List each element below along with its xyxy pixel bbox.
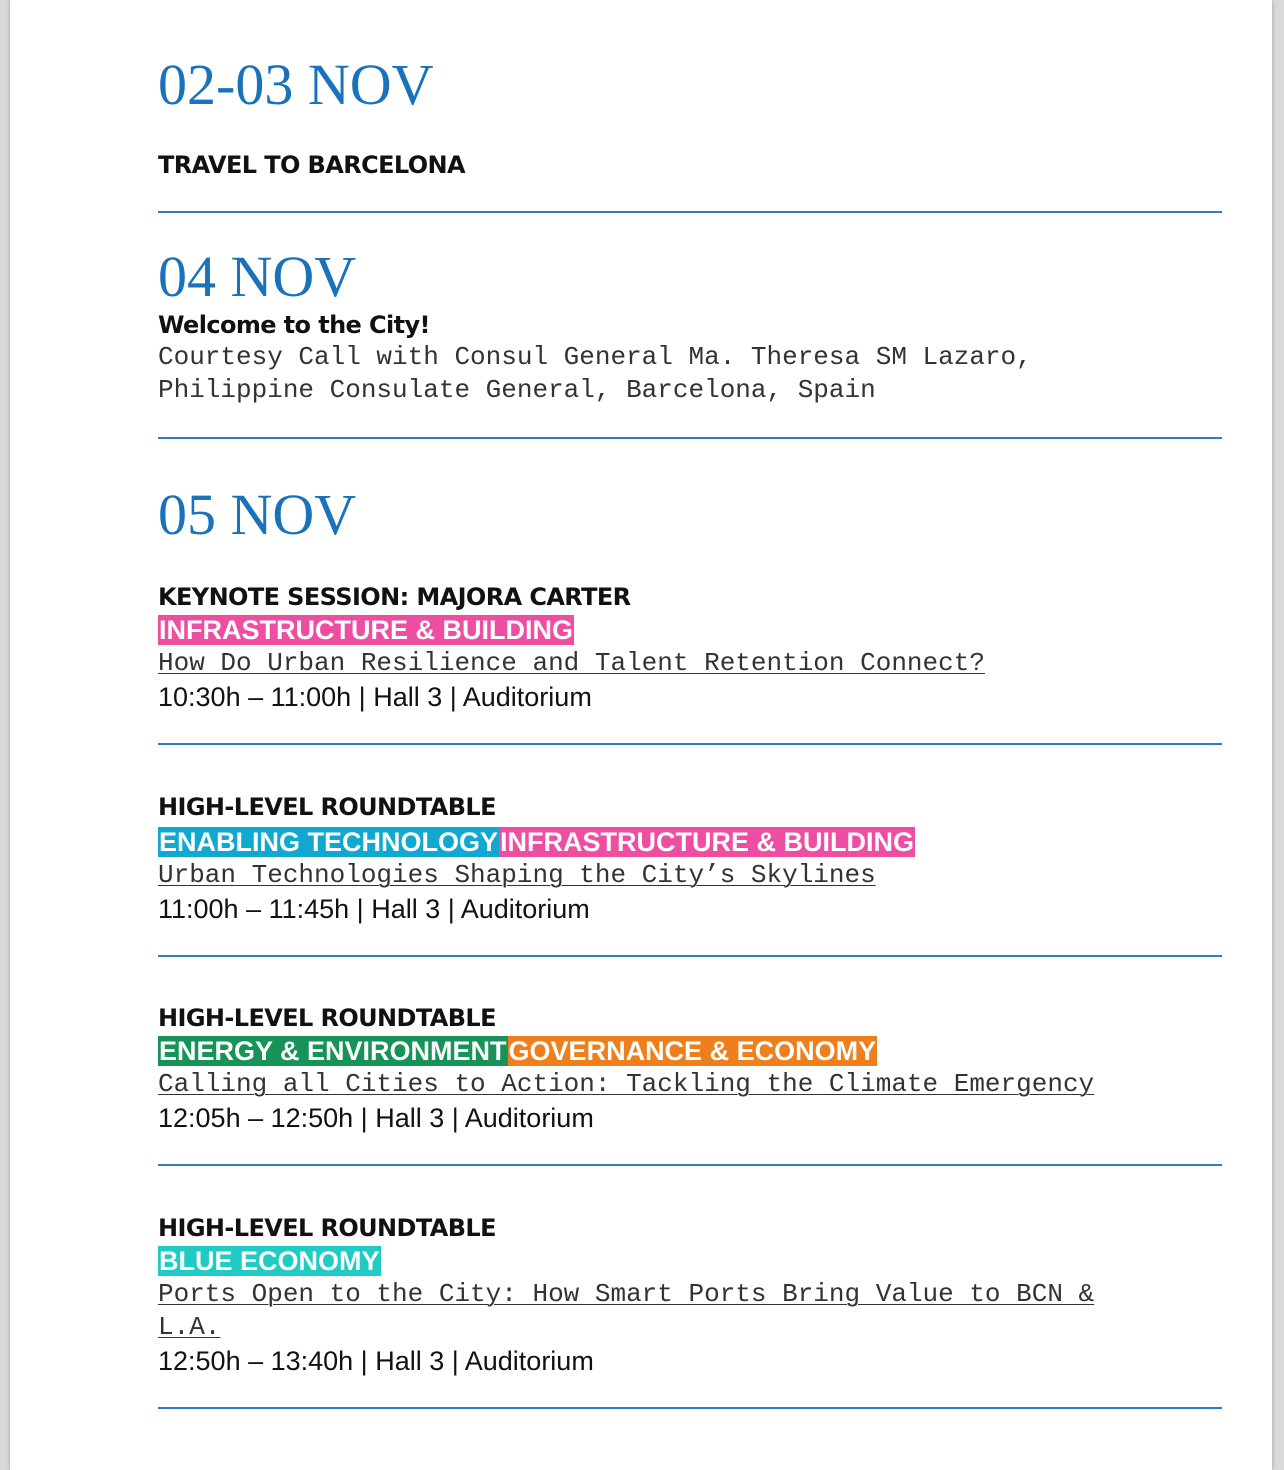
date-heading: 04 NOV	[158, 244, 357, 309]
session-tags	[158, 827, 915, 857]
tag-blue-economy: BLUE ECONOMY	[159, 1246, 380, 1276]
session-type: HIGH-LEVEL ROUNDTABLE	[158, 1004, 496, 1032]
session-time: 12:50h – 13:40h | Hall 3 | Auditorium	[158, 1346, 594, 1376]
divider	[158, 743, 1222, 745]
date-heading: 05 NOV	[158, 482, 357, 547]
session-title-link[interactable]: Calling all Cities to Action: Tackling the Climate Emergency	[158, 1069, 1095, 1099]
divider	[158, 1407, 1222, 1409]
session-title-link[interactable]: L.A.	[158, 1312, 221, 1342]
session-tags	[158, 615, 574, 645]
session-tags	[158, 1246, 381, 1276]
divider	[158, 955, 1222, 957]
event-detail-line: Courtesy Call with Consul General Ma. Theresa SM Lazaro,	[158, 342, 1032, 372]
day-heading: TRAVEL TO BARCELONA	[158, 151, 465, 179]
document-page	[10, 0, 1272, 1470]
tag-energy-environment: ENERGY & ENVIRONMENT	[159, 1036, 507, 1066]
session-type: HIGH-LEVEL ROUNDTABLE	[158, 793, 496, 821]
tag-infrastructure-building: INFRASTRUCTURE & BUILDING	[500, 827, 914, 857]
divider	[158, 1164, 1222, 1166]
session-time: 10:30h – 11:00h | Hall 3 | Auditorium	[158, 682, 592, 712]
session-title-link[interactable]: Urban Technologies Shaping the City’s Skylines	[158, 860, 876, 890]
session-time: 12:05h – 12:50h | Hall 3 | Auditorium	[158, 1103, 594, 1133]
session-time: 11:00h – 11:45h | Hall 3 | Auditorium	[158, 894, 590, 924]
divider	[158, 211, 1222, 213]
session-title-link[interactable]: How Do Urban Resilience and Talent Retention Connect?	[158, 648, 985, 678]
date-heading: 02-03 NOV	[158, 52, 434, 117]
tag-enabling-technology: ENABLING TECHNOLOGY	[159, 827, 499, 857]
session-type: HIGH-LEVEL ROUNDTABLE	[158, 1214, 496, 1242]
session-title-link[interactable]: Ports Open to the City: How Smart Ports Bring Value to BCN &	[158, 1279, 1095, 1309]
day-heading: Welcome to the City!	[158, 311, 430, 339]
tag-governance-economy: GOVERNANCE & ECONOMY	[508, 1036, 877, 1066]
divider	[158, 437, 1222, 439]
event-detail-line: Philippine Consulate General, Barcelona, Spain	[158, 375, 876, 405]
tag-infrastructure-building: INFRASTRUCTURE & BUILDING	[159, 615, 573, 645]
session-type: KEYNOTE SESSION: MAJORA CARTER	[158, 583, 631, 611]
session-tags	[158, 1036, 877, 1066]
